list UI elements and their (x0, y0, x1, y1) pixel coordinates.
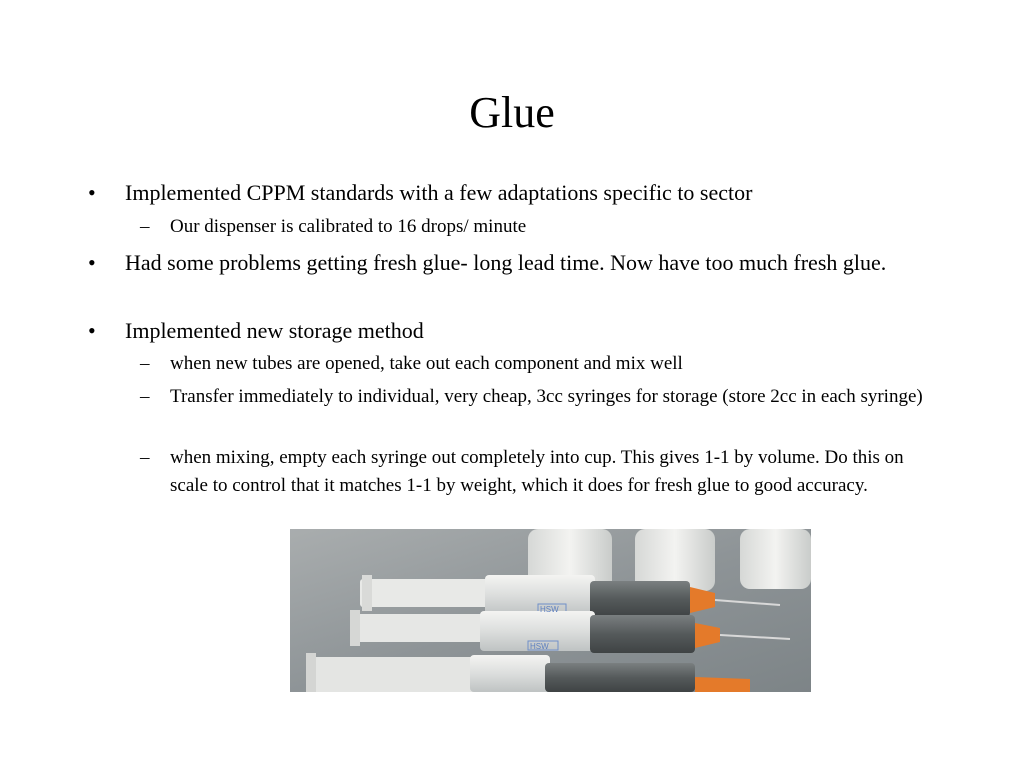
sub-bullet-item-3-2: Transfer immediately to individual, very cheap, 3cc syringes for storage (store 2cc in each syringe) (170, 386, 923, 407)
syringe-label: HSW (530, 642, 549, 651)
sub-bullet-item-3-3: when mixing, empty each syringe out completely into cup. This gives 1-1 by volume. Do this on scale to control that it matches 1-1 by weight, which it does for fresh glue to good accuracy. (170, 447, 904, 496)
sub-bullet-item-3-1: when new tubes are opened, take out each component and mix well (170, 353, 683, 374)
sub-bullet-marker: – (140, 353, 150, 374)
bullet-item-3: Implemented new storage method (125, 318, 424, 343)
bullet-item-1: Implemented CPPM standards with a few adaptations specific to sector (125, 180, 753, 205)
sub-bullet-marker: – (140, 386, 150, 407)
slide-title: Glue (469, 88, 555, 137)
bullet-marker: • (88, 250, 96, 275)
bullet-item-2: Had some problems getting fresh glue- long lead time. Now have too much fresh glue. (125, 250, 887, 275)
syringe-label: HSW (540, 605, 559, 614)
bullet-marker: • (88, 318, 96, 343)
sub-bullet-marker: – (140, 216, 150, 237)
bullet-marker: • (88, 180, 96, 205)
sub-bullet-item-1-1: Our dispenser is calibrated to 16 drops/ minute (170, 216, 527, 237)
syringes-photo (290, 529, 811, 692)
sub-bullet-marker: – (140, 447, 150, 468)
